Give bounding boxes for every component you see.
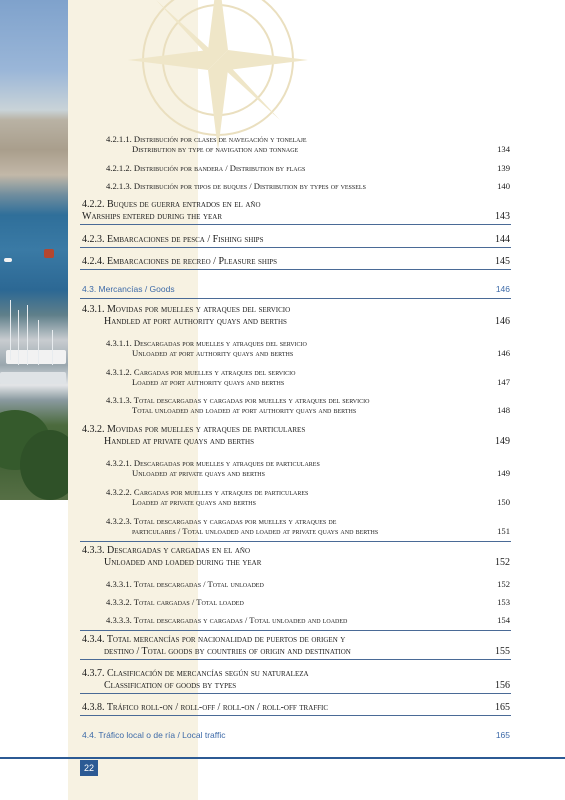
toc-entry-page: 156 (495, 680, 510, 691)
toc-section-page: 165 (495, 730, 510, 740)
toc-entry[interactable] (106, 615, 510, 627)
toc-entry[interactable] (82, 304, 510, 328)
toc-entry-page: 165 (495, 702, 510, 713)
toc-entry-subtitle: Warships entered during the year (82, 211, 222, 222)
toc-entry-title: 4.3.3.2. Total cargadas / Total loaded (106, 597, 244, 607)
toc-entry-page: 145 (495, 256, 510, 267)
toc-entry-title: 4.3.8. Tráfico roll-on / roll-off / roll-on / roll-off traffic (82, 702, 329, 713)
toc-entry[interactable] (106, 338, 510, 360)
divider (80, 630, 511, 631)
toc-entry-title: 4.3.2.2. Cargadas por muelles y atraques de particulares (106, 487, 309, 497)
toc-entry[interactable] (82, 702, 510, 714)
toc-entry-title: 4.3.1.2. Cargadas por muelles y atraques del servicio (106, 367, 296, 377)
toc-entry[interactable] (106, 516, 510, 538)
toc-entry-page: 147 (497, 377, 510, 387)
toc-entry-page: 146 (495, 316, 510, 327)
divider (80, 224, 511, 225)
toc-entry-page: 139 (497, 163, 510, 173)
toc-entry[interactable] (82, 256, 510, 268)
toc-entry-title: 4.3.2.3. Total descargadas y cargadas por muelles y atraques de (106, 516, 337, 526)
toc-entry[interactable] (106, 487, 510, 509)
toc-entry[interactable] (82, 199, 510, 223)
toc-entry[interactable] (82, 234, 510, 246)
toc-entry-page: 150 (497, 497, 510, 507)
toc-entry-page: 153 (497, 597, 510, 607)
toc-entry-page: 134 (497, 144, 510, 154)
toc-entry[interactable] (82, 424, 510, 448)
toc-entry-page: 148 (497, 405, 510, 415)
toc-entry[interactable] (106, 579, 510, 591)
toc-entry-title: 4.2.1.1. Distribución por clases de navegación y tonelaje (106, 134, 307, 144)
toc-section[interactable] (82, 730, 510, 740)
toc-entry-subtitle: Unloaded at private quays and berths (132, 468, 265, 478)
toc-entry-title: 4.3.3.3. Total descargadas y cargadas / Total unloaded and loaded (106, 615, 348, 625)
toc-entry[interactable] (106, 181, 510, 193)
toc-entry-title: 4.3.2. Movidas por muelles y atraques de particulares (82, 424, 306, 435)
divider (80, 298, 511, 299)
toc-entry[interactable] (82, 668, 510, 692)
toc-entry[interactable] (106, 134, 510, 156)
toc-entry-title: 4.3.1. Movidas por muelles y atraques del servicio (82, 304, 291, 315)
toc-entry[interactable] (82, 634, 510, 658)
toc-entry[interactable] (106, 163, 510, 175)
toc-entry[interactable] (82, 545, 510, 569)
toc-entry-page: 154 (497, 615, 510, 625)
toc-entry-title: 4.3.3. Descargadas y cargadas en el año (82, 545, 251, 556)
divider (80, 715, 511, 716)
toc-entry-title: 4.2.2. Buques de guerra entrados en el año (82, 199, 261, 210)
toc-entry-page: 151 (497, 526, 510, 536)
toc-entry-subtitle: Handled at private quays and berths (104, 436, 254, 447)
toc-section[interactable] (82, 284, 510, 294)
toc-entry-page: 140 (497, 181, 510, 191)
divider (80, 269, 511, 270)
toc-entry-title: 4.3.1.3. Total descargadas y cargadas por muelles y atraques del servicio (106, 395, 370, 405)
toc-entry-subtitle: Classification of goods by types (104, 680, 237, 691)
toc-entry-subtitle: Distribution by type of navigation and tonnage (132, 144, 299, 154)
toc-entry-page: 146 (497, 348, 510, 358)
toc-entry-title: 4.2.3. Embarcaciones de pesca / Fishing ships (82, 234, 264, 245)
toc-entry-title: 4.3.7. Clasificación de mercancías según su naturaleza (82, 668, 309, 679)
toc-entry-subtitle: particulares / Total unloaded and loaded at private quays and berths (132, 526, 379, 536)
toc-entry-subtitle: destino / Total goods by countries of origin and destination (104, 646, 351, 657)
toc-entry[interactable] (106, 395, 510, 417)
footer-rule (0, 757, 565, 759)
toc-entry-title: 4.2.4. Embarcaciones de recreo / Pleasure ships (82, 256, 278, 267)
harbor-photo (0, 0, 68, 500)
toc-entry-page: 144 (495, 234, 510, 245)
toc-section-page: 146 (495, 284, 510, 294)
toc-section-title: 4.4. Tráfico local o de ría / Local traffic (82, 730, 226, 740)
toc-entry[interactable] (106, 367, 510, 389)
toc-entry-subtitle: Loaded at private quays and berths (132, 497, 256, 507)
divider (80, 247, 511, 248)
toc-entry-subtitle: Handled at port authority quays and berths (104, 316, 287, 327)
toc-entry-page: 155 (495, 646, 510, 657)
divider (80, 541, 511, 542)
divider (80, 659, 511, 660)
divider (80, 693, 511, 694)
toc-entry-title: 4.3.2.1. Descargadas por muelles y atraques de particulares (106, 458, 320, 468)
toc-entry-page: 152 (497, 579, 510, 589)
toc-entry-title: 4.2.1.3. Distribución por tipos de buques / Distribution by types of vessels (106, 181, 366, 191)
toc-entry-subtitle: Unloaded and loaded during the year (104, 557, 262, 568)
toc-entry-title: 4.3.4. Total mercancías por nacionalidad de puertos de origen y (82, 634, 346, 645)
toc-entry-title: 4.2.1.2. Distribución por bandera / Distribution by flags (106, 163, 306, 173)
toc-section-title: 4.3. Mercancías / Goods (82, 284, 175, 294)
toc-entry-title: 4.3.3.1. Total descargadas / Total unloaded (106, 579, 264, 589)
toc-entry[interactable] (106, 597, 510, 609)
toc-entry-subtitle: Unloaded at port authority quays and berths (132, 348, 294, 358)
toc-entry-page: 152 (495, 557, 510, 568)
toc-entry-subtitle: Loaded at port authority quays and berths (132, 377, 285, 387)
toc-entry-subtitle: Total unloaded and loaded at port authority quays and berths (132, 405, 357, 415)
toc-entry[interactable] (106, 458, 510, 480)
toc-entry-title: 4.3.1.1. Descargadas por muelles y atraques del servicio (106, 338, 307, 348)
toc-entry-page: 143 (495, 211, 510, 222)
toc-entry-page: 149 (495, 436, 510, 447)
toc-entry-page: 149 (497, 468, 510, 478)
page-number: 22 (80, 760, 98, 776)
